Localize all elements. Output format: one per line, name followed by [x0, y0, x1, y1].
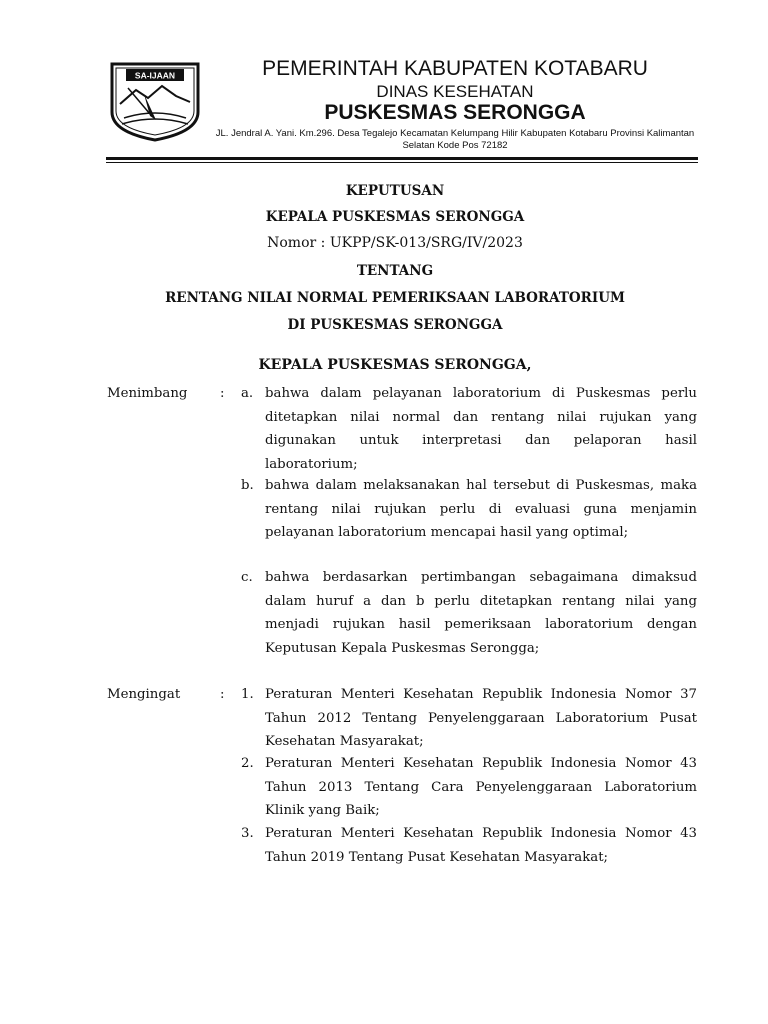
institution-address: JL. Jendral A. Yani. Km.296. Desa Tegalejo Kecamatan Kelumpang Hilir Kabupaten Kotabaru Provinsi Kalimantan Selatan Kode Pos 72182: [215, 128, 695, 151]
government-name: PEMERINTAH KABUPATEN KOTABARU: [262, 57, 648, 80]
mengingat-item-2: Peraturan Menteri Kesehatan Republik Indonesia Nomor 43 Tahun 2013 Tentang Cara Penyelenggaraan Laboratorium Klinik yang Baik;: [265, 756, 697, 818]
mengingat-marker-1: 1.: [241, 687, 254, 702]
letterhead-divider-thin: [106, 162, 698, 163]
mengingat-item-1: Peraturan Menteri Kesehatan Republik Indonesia Nomor 37 Tahun 2012 Tentang Penyelenggaraan Laboratorium Pusat Kesehatan Masyarakat;: [265, 687, 697, 749]
decree-about: TENTANG: [356, 263, 434, 279]
menimbang-colon: :: [220, 386, 225, 401]
decree-subject-line2: DI PUSKESMAS SERONGGA: [287, 317, 503, 333]
regency-emblem-logo: [106, 58, 204, 142]
decree-issuer: KEPALA PUSKESMAS SERONGGA: [265, 209, 525, 225]
letterhead-divider-thick: [106, 157, 698, 160]
decree-signatory: KEPALA PUSKESMAS SERONGGA,: [258, 357, 532, 373]
mengingat-colon: :: [220, 687, 225, 702]
decree-subject-line1: RENTANG NILAI NORMAL PEMERIKSAAN LABORATORIUM: [165, 290, 625, 306]
mengingat-label: Mengingat: [107, 687, 181, 702]
decree-heading: KEPUTUSAN: [345, 183, 445, 199]
menimbang-label: Menimbang: [107, 386, 188, 401]
menimbang-item-a: bahwa dalam pelayanan laboratorium di Puskesmas perlu ditetapkan nilai normal dan rentang nilai rujukan yang digunakan untuk interpretasi dan pelaporan hasil laboratorium;: [265, 386, 697, 472]
logo-text: SA-IJAAN: [134, 70, 176, 81]
mengingat-marker-2: 2.: [241, 756, 254, 771]
menimbang-marker-b: b.: [241, 478, 254, 493]
decree-number: Nomor : UKPP/SK-013/SRG/IV/2023: [267, 235, 523, 251]
menimbang-item-b: bahwa dalam melaksanakan hal tersebut di Puskesmas, maka rentang nilai rujukan perlu di evaluasi guna menjamin pelayanan laboratorium mencapai hasil yang optimal;: [265, 478, 697, 540]
institution-name: PUSKESMAS SERONGGA: [324, 101, 586, 124]
menimbang-item-c: bahwa berdasarkan pertimbangan sebagaimana dimaksud dalam huruf a dan b perlu ditetapkan rentang nilai yang menjadi rujukan hasil pemeriksaan laboratorium dengan Keputusan Kepala Puskesmas Serongga;: [265, 570, 697, 656]
menimbang-marker-c: c.: [241, 570, 253, 585]
menimbang-marker-a: a.: [241, 386, 254, 401]
mengingat-marker-3: 3.: [241, 826, 254, 841]
mengingat-item-3: Peraturan Menteri Kesehatan Republik Indonesia Nomor 43 Tahun 2019 Tentang Pusat Kesehatan Masyarakat;: [265, 826, 697, 865]
department-name: DINAS KESEHATAN: [376, 82, 534, 101]
